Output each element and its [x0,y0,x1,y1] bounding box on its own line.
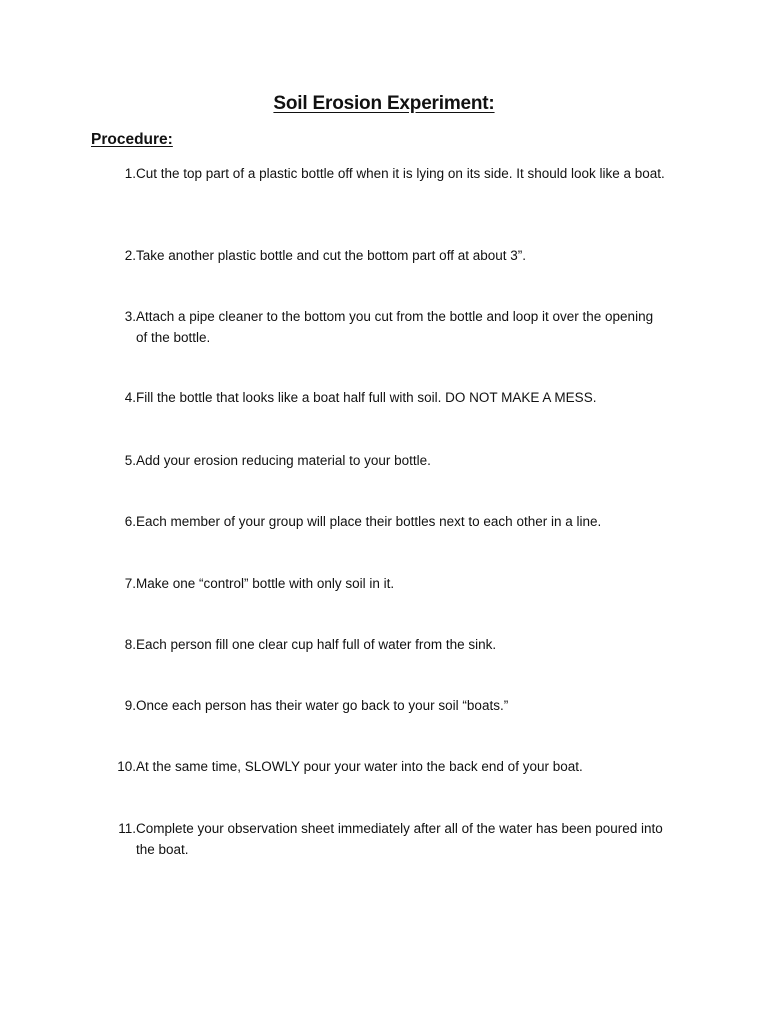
step-number: 9. [124,698,136,713]
step-number: 10. [117,759,136,774]
step-number: 4. [124,390,136,405]
step-text: Fill the bottle that looks like a boat half full with soil. DO NOT MAKE A MESS. [136,390,597,405]
step-text: Add your erosion reducing material to your bottle. [136,453,431,468]
step-text: Once each person has their water go back to your soil “boats.” [136,698,509,713]
step-number: 8. [124,637,136,652]
section-heading-procedure: Procedure: [91,131,173,148]
step-number: 3. [124,309,136,324]
step-number: 1. [124,166,136,181]
step-text: Take another plastic bottle and cut the bottom part off at about 3”. [136,248,526,263]
step-number: 6. [124,514,136,529]
step-text: Attach a pipe cleaner to the bottom you cut from the bottle and loop it over the opening of the bottle. [136,309,654,345]
step-number: 5. [124,453,136,468]
step-number: 2. [124,248,136,263]
step-text: Cut the top part of a plastic bottle off when it is lying on its side. It should look like a boat. [136,166,665,181]
step-text: Make one “control” bottle with only soil in it. [136,576,395,591]
step-text: Each person fill one clear cup half full of water from the sink. [136,637,497,652]
step-text: Complete your observation sheet immediately after all of the water has been poured into the boat. [136,821,663,857]
step-text: Each member of your group will place their bottles next to each other in a line. [136,514,602,529]
step-text: At the same time, SLOWLY pour your water into the back end of your boat. [136,759,583,774]
step-number: 7. [124,576,136,591]
step-number: 11. [118,821,136,836]
document-title: Soil Erosion Experiment: [273,93,495,114]
